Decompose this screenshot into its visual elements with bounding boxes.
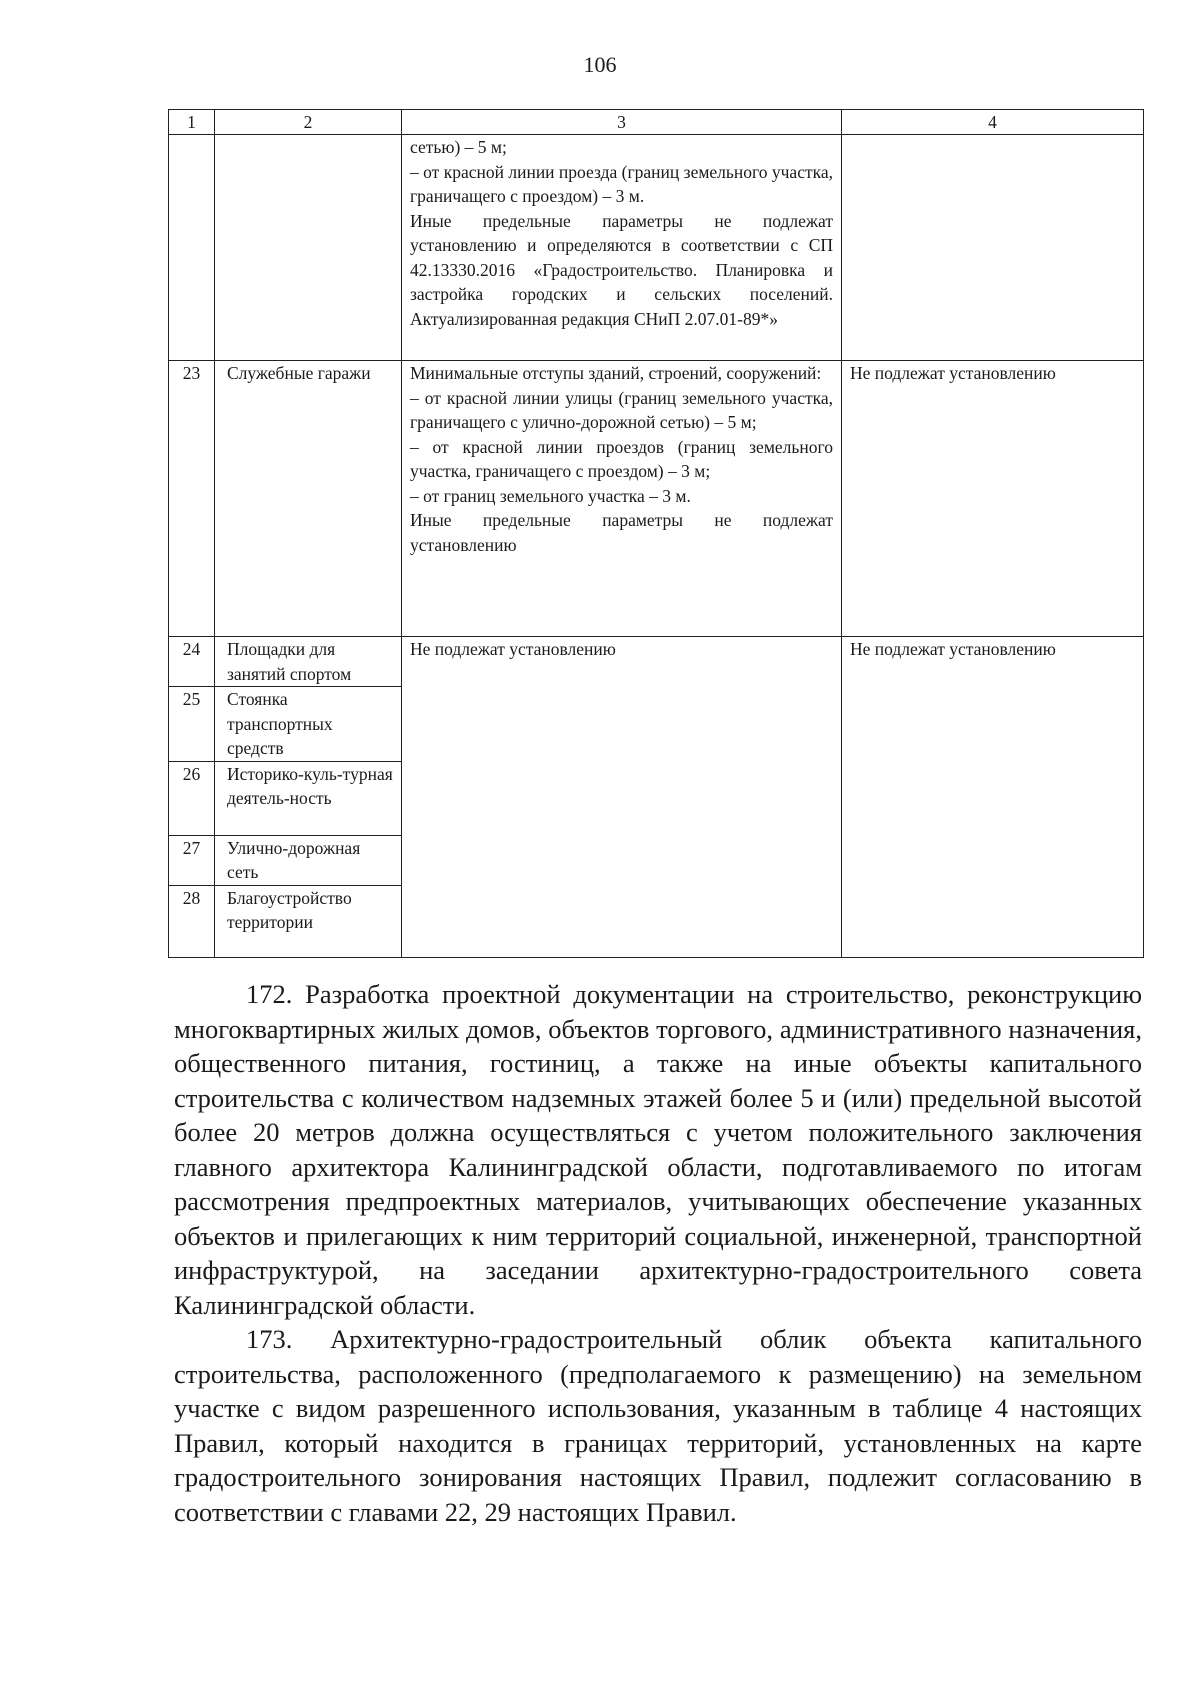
paragraph-172: 172. Разработка проектной документации на строительство, реконструкцию многоквартирных жилых домов, объектов торгового, административного назначения, общественного питания, гостиниц, а также на иные объекты капитального строительства с количеством надземных этажей более 5 и (или) предельной высотой более 20 метров должна осуществляться с учетом положительного заключения главного архитектора Калининградской области, подготавливаемого по итогам рассмотрения предпроектных материалов, учитывающих обеспечение указанных объектов и прилегающих к ним территорий социальной, инженерной, транспортной инфраструктурой, на заседании архитектурно-градостроительного совета Калининградской области. [174,979,1142,1320]
cell-other-params: Не подлежат установлению [842,361,1144,637]
cell-name-empty [215,135,402,361]
table-row [169,637,1144,687]
row-number: 24 [169,637,215,687]
param-line: сетью) – 5 м; [410,137,507,157]
body-text [174,977,1142,1529]
regulations-table [168,109,1144,958]
param-line: – от границ земельного участка – 3 м. [410,485,691,506]
row-number: 27 [169,835,215,885]
cell-params-continuation [402,135,842,361]
row-number: 26 [169,761,215,835]
param-line: – от красной линии проезда (границ земельного участка, граничащего с проездом) – 3 м. [410,161,833,206]
param-line: Иные предельные параметры не подлежат установлению и определяются в соответствии с СП 42.13330.2016 «Градостроительство. Планировка и застройка городских и сельских поселений. Актуализированная редакция СНиП 2.07.01-89*» [410,210,833,329]
column-header-4: 4 [842,110,1144,135]
param-line: – от красной линии улицы (границ земельного участка, граничащего с улично-дорожной сетью) – 5 м; [410,387,833,432]
param-line: Минимальные отступы зданий, строений, сооружений: [410,363,822,383]
param-line: – от красной линии проездов (границ земельного участка, граничащего с проездом) – 3 м; [410,436,833,481]
page-number: 106 [583,52,617,77]
cell-params [402,361,842,637]
row-number: 23 [169,361,215,637]
cell-num-empty [169,135,215,361]
table-row-continuation [169,135,1144,361]
param-line: Иные предельные параметры не подлежат установлению [410,510,833,555]
row-name: Историко-куль-турная деятель-ность [215,761,402,835]
column-header-2: 2 [215,110,402,135]
row-name: Стоянка транспортных средств [215,687,402,762]
row-name: Служебные гаражи [215,361,402,637]
row-name: Благоустройство территории [215,885,402,957]
cell-col4-empty [842,135,1144,361]
row-name: Улично-дорожная сеть [215,835,402,885]
column-header-1: 1 [169,110,215,135]
paragraph-173: 173. Архитектурно-градостроительный облик объекта капитального строительства, расположенного (предполагаемого к размещению) на земельном участке с видом разрешенного использования, указанным в таблице 4 настоящих Правил, который находится в границах территорий, установленных на карте градостроительного зонирования настоящих Правил, подлежит согласованию в соответствии с главами 22, 29 настоящих Правил. [174,1324,1142,1527]
row-number: 28 [169,885,215,957]
row-name: Площадки для занятий спортом [215,637,402,687]
column-header-3: 3 [402,110,842,135]
table-row [169,361,1144,637]
cell-params-group: Не подлежат установлению [402,637,842,958]
row-number: 25 [169,687,215,762]
cell-other-params-group: Не подлежат установлению [842,637,1144,958]
table-header-row [169,110,1144,135]
